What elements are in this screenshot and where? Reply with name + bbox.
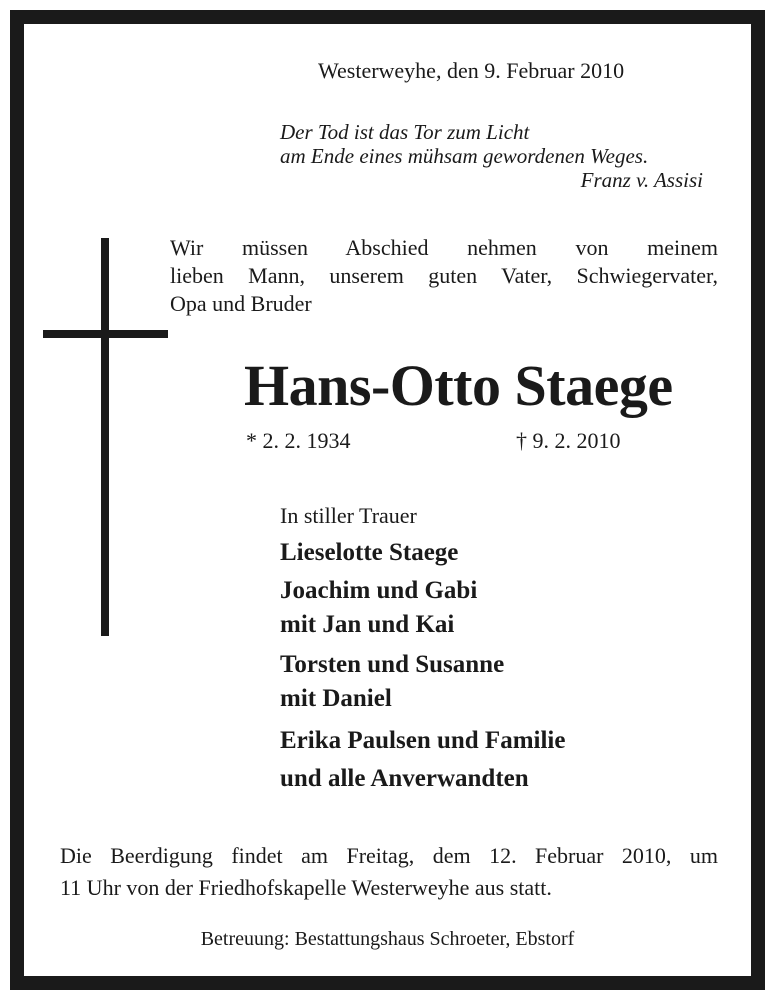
funeral-notice [60, 840, 718, 904]
farewell-text [170, 234, 718, 318]
farewell-line-1: Wir müssen Abschied nehmen von meinem [170, 235, 718, 260]
mourner-entry: und alle Anverwandten [280, 765, 529, 792]
quote-line-2: am Ende eines mühsam gewordenen Weges. [280, 144, 649, 168]
quote [280, 120, 648, 168]
mourner-entry: Lieselotte Staege [280, 539, 459, 566]
quote-line-1: Der Tod ist das Tor zum Licht [280, 120, 530, 144]
death-date: † 9. 2. 2010 [516, 428, 621, 453]
funeral-line-1: Die Beerdigung findet am Freitag, dem 12. Februar 2010, um [60, 843, 718, 868]
farewell-line-2: lieben Mann, unserem guten Vater, Schwiegervater, [170, 263, 718, 288]
mourner-entry: mit Daniel [280, 685, 392, 712]
date-line: Westerweyhe, den 9. Februar 2010 [318, 58, 625, 83]
birth-date: * 2. 2. 1934 [246, 428, 351, 453]
mourner-entry: Joachim und Gabi [280, 577, 478, 604]
mourning-heading: In stiller Trauer [280, 503, 417, 528]
farewell-line-3: Opa und Bruder [170, 291, 312, 316]
mourner-entry: Erika Paulsen und Familie [280, 727, 566, 754]
deceased-name: Hans-Otto Staege [244, 353, 673, 418]
cross-icon [101, 238, 109, 636]
mourner-entry: mit Jan und Kai [280, 611, 455, 638]
funeral-home-credit: Betreuung: Bestattungshaus Schroeter, Ebstorf [200, 928, 575, 950]
mourner-entry: Torsten und Susanne [280, 651, 505, 678]
cross-icon-bar [43, 330, 168, 338]
quote-author: Franz v. Assisi [580, 168, 703, 192]
funeral-line-2: 11 Uhr von der Friedhofskapelle Westerweyhe aus statt. [60, 875, 552, 900]
